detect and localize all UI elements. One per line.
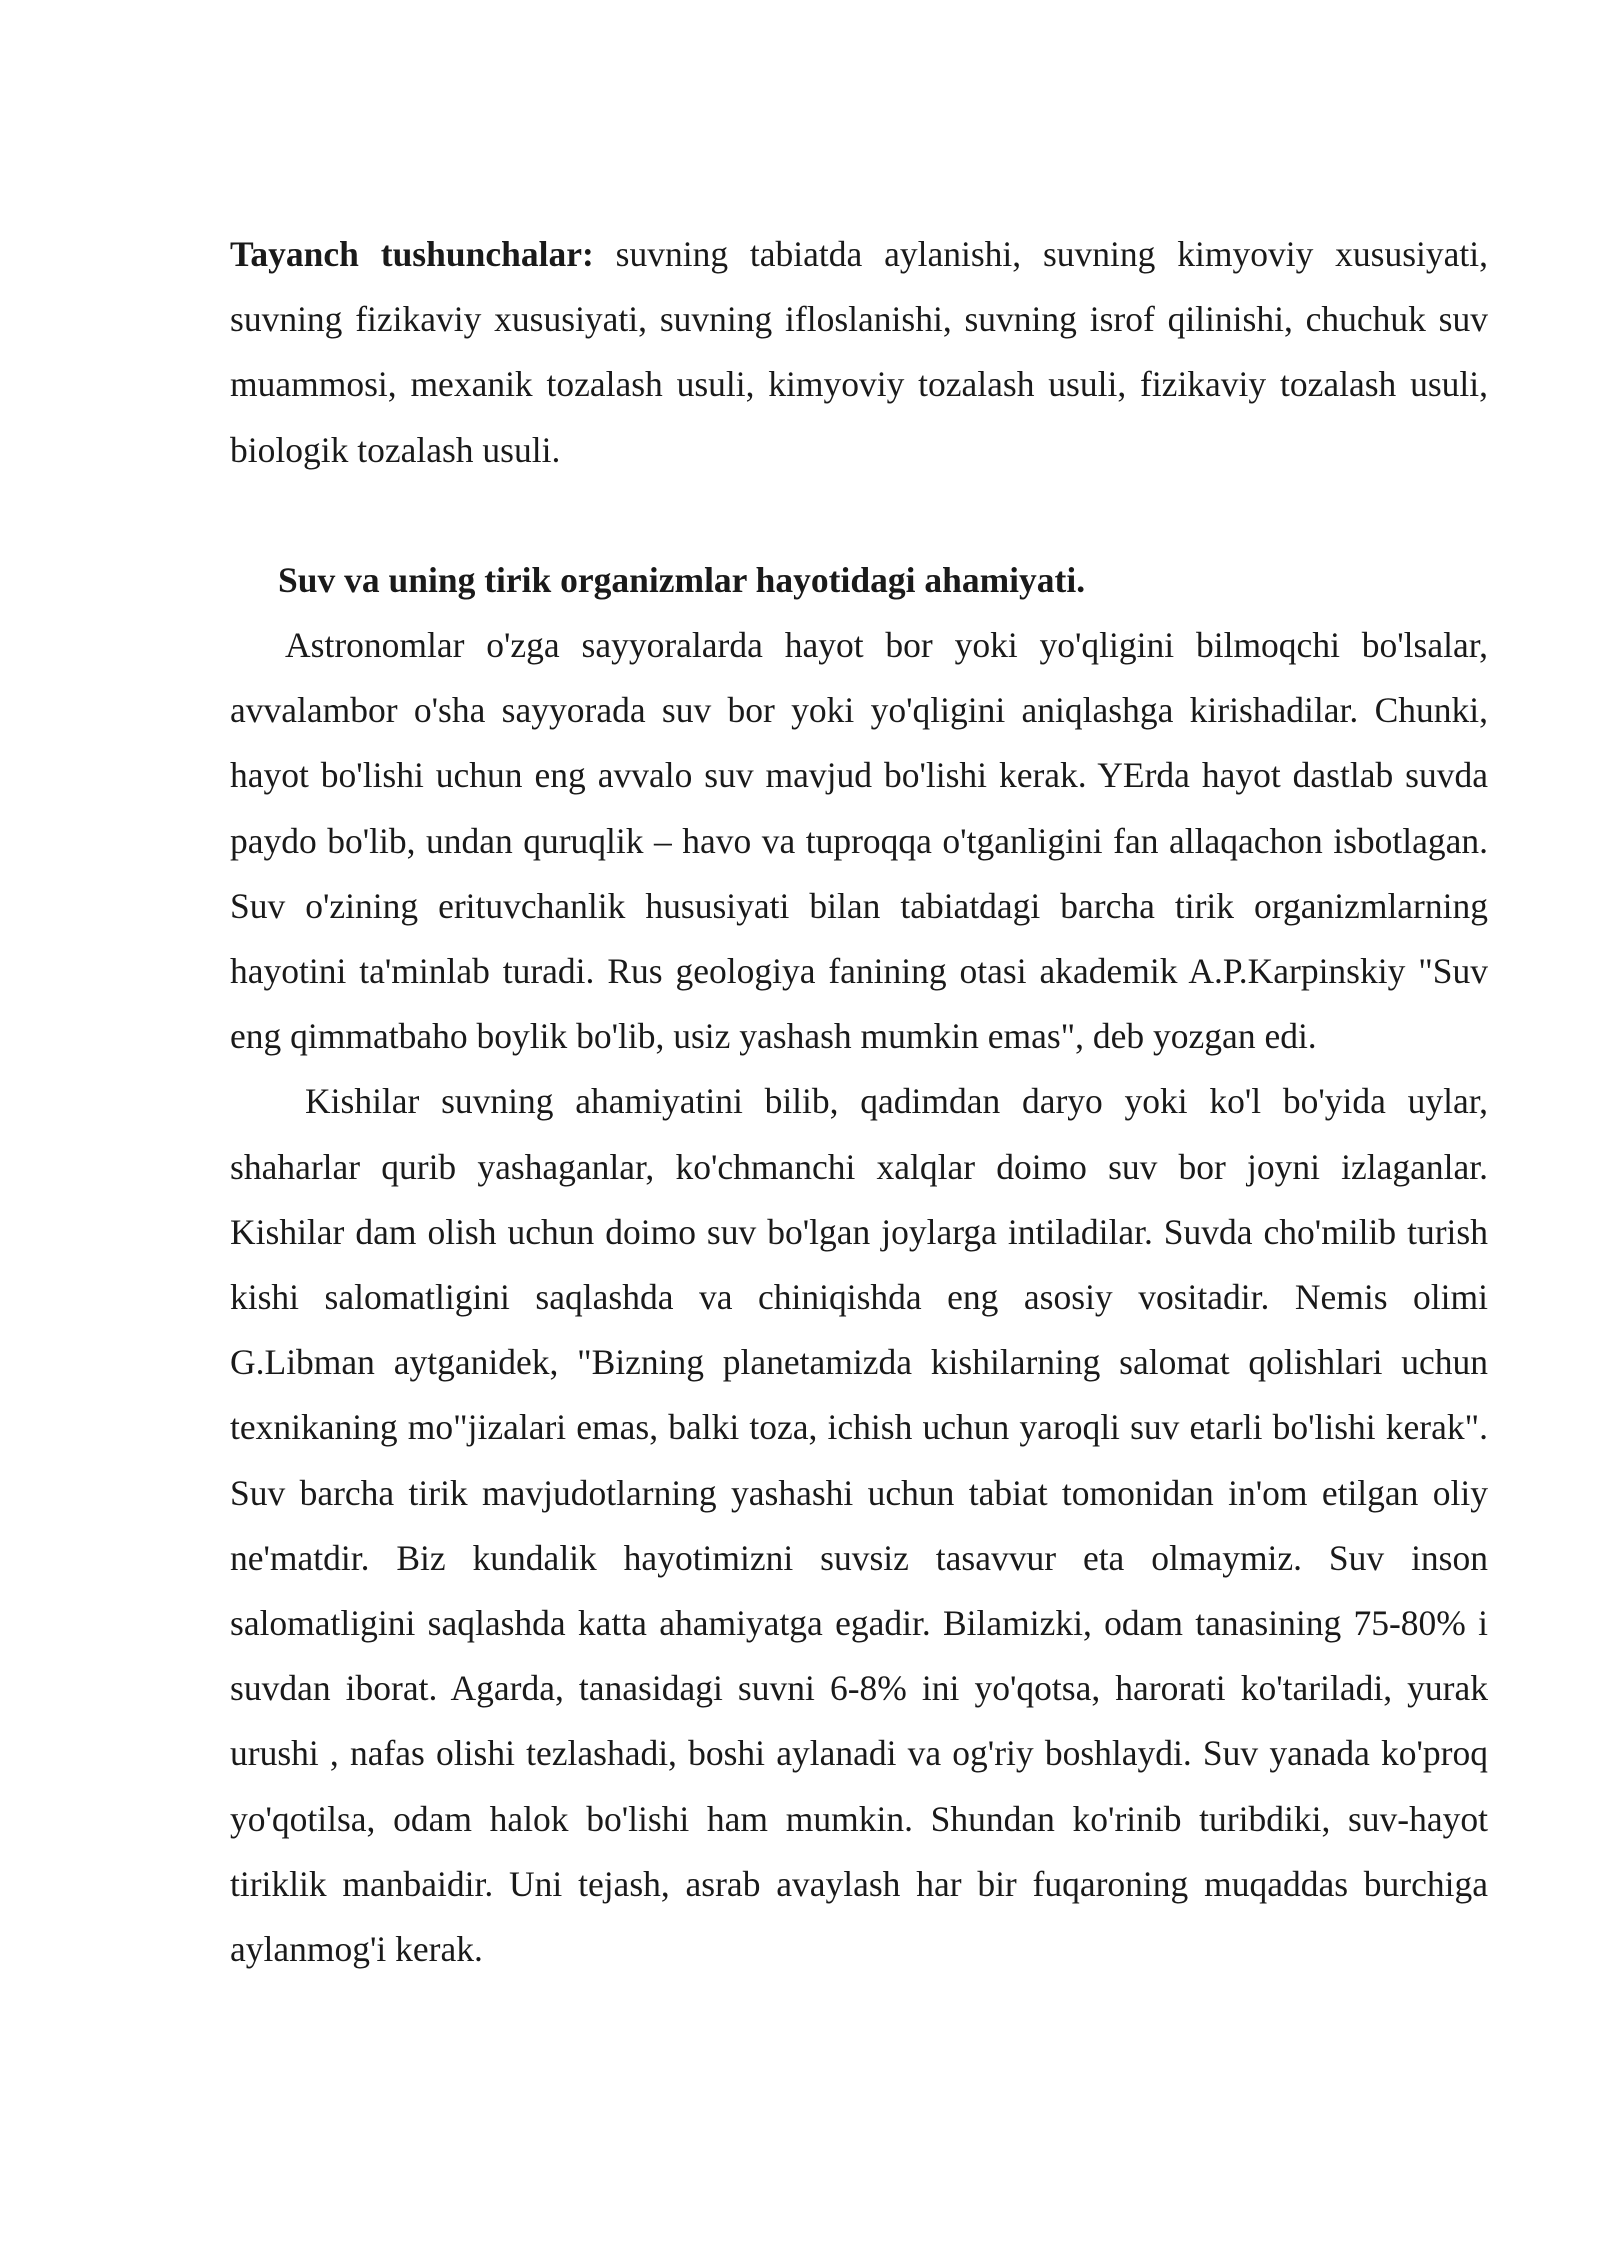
- keywords-label: Tayanch tushunchalar:: [230, 234, 594, 274]
- keywords-paragraph: [230, 222, 1488, 483]
- body-paragraph-2: Kishilar suvning ahamiyatini bilib, qadimdan daryo yoki ko'l bo'yida uylar, shaharlar qurib yashaganlar, ko'chmanchi xalqlar doimo suv bor joyni izlaganlar. Kishilar dam olish uchun doimo suv bo'lgan joylarga intiladilar. Suvda cho'milib turish kishi salomatligini saqlashda va chiniqishda eng asosiy vositadir. Nemis olimi G.Libman aytganidek, "Bizning planetamizda kishilarning salomat qolishlari uchun texnikaning mo"jizalari emas, balki toza, ichish uchun yaroqli suv etarli bo'lishi kerak". Suv barcha tirik mavjudotlarning yashashi uchun tabiat tomonidan in'om etilgan oliy ne'matdir. Biz kundalik hayotimizni suvsiz tasavvur eta olmaymiz. Suv inson salomatligini saqlashda katta ahamiyatga egadir. Bilamizki, odam tanasining 75-80% i suvdan iborat. Agarda, tanasidagi suvni 6-8% ini yo'qotsa, harorati ko'tariladi, yurak urushi , nafas olishi tezlashadi, boshi aylanadi va og'riy boshlaydi. Suv yanada ko'proq yo'qotilsa, odam halok bo'lishi ham mumkin. Shundan ko'rinib turibdiki, suv-hayot tiriklik manbaidir. Uni tejash, asrab avaylash har bir fuqaroning muqaddas burchiga aylanmog'i kerak.: [230, 1081, 1488, 1970]
- document-page: [230, 222, 1488, 1982]
- section-heading: Suv va uning tirik organizmlar hayotidagi ahamiyati.: [278, 559, 1086, 600]
- body-paragraph-1: Astronomlar o'zga sayyoralarda hayot bor yoki yo'qligini bilmoqchi bo'lsalar, avvalambor o'sha sayyorada suv bor yoki yo'qligini aniqlashga kirishadilar. Chunki, hayot bo'lishi uchun eng avvalo suv mavjud bo'lishi kerak. YErda hayot dastlab suvda paydo bo'lib, undan quruqlik – havo va tuproqqa o'tganligini fan allaqachon isbotlagan. Suv o'zining erituvchanlik hususiyati bilan tabiatdagi barcha tirik organizmlarning hayotini ta'minlab turadi. Rus geologiya fanining otasi akademik A.P.Karpinskiy "Suv eng qimmatbaho boylik bo'lib, usiz yashash mumkin emas", deb yozgan edi.: [230, 625, 1488, 1057]
- keywords-text: suvning tabiatda aylanishi, suvning kimyoviy xususiyati, suvning fizikaviy xususiyati, suvning ifloslanishi, suvning isrof qilinishi, chuchuk suv muammosi, mexanik tozalash usuli, kimyoviy tozalash usuli, fizikaviy tozalash usuli, biologik tozalash usuli.: [230, 234, 1489, 470]
